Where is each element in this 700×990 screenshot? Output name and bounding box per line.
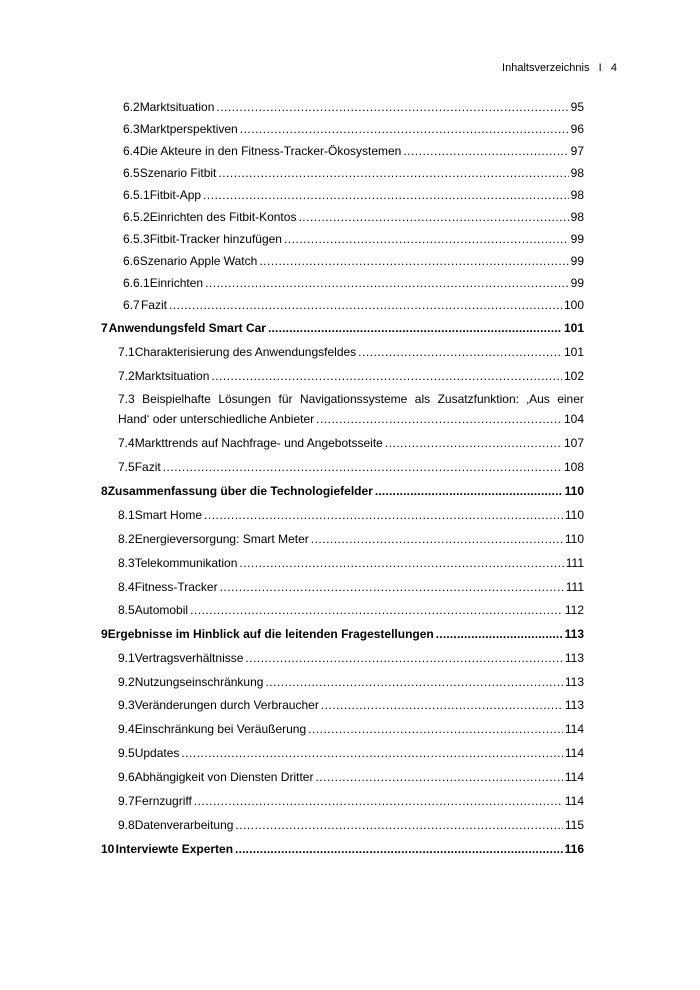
- toc-leader-dots: [315, 769, 562, 785]
- toc-leader-dots: [403, 143, 568, 159]
- toc-entry-page: 108: [563, 460, 584, 474]
- toc-leader-dots: [194, 793, 563, 809]
- toc-entry-title: Nutzungseinschränkung: [134, 675, 264, 689]
- toc-entry-number: 9.5: [118, 746, 135, 760]
- toc-entry-title: Ergebnisse im Hinblick auf die leitenden Fragestellungen: [107, 627, 434, 641]
- toc-entry-page: 99: [570, 276, 584, 290]
- header-separator: I: [598, 62, 602, 74]
- toc-leader-dots: [181, 745, 562, 761]
- toc-leader-dots: [316, 411, 562, 427]
- toc-entry-title: Marktsituation: [139, 100, 215, 114]
- toc-entry-number: 9.3: [118, 698, 135, 712]
- toc-leader-dots: [311, 531, 563, 547]
- toc-entry[interactable]: [118, 555, 584, 571]
- toc-leader-dots: [205, 275, 569, 291]
- toc-entry[interactable]: [123, 253, 584, 269]
- toc-leader-dots: [235, 841, 563, 857]
- toc-entry-number: 6.5.3: [123, 232, 150, 246]
- toc-entry-page: 115: [564, 818, 584, 832]
- toc-entry-number: 6.4: [123, 144, 140, 158]
- toc-entry-title: Markttrends auf Nachfrage- und Angebotsseite: [134, 436, 383, 450]
- toc-entry-number: 9.2: [118, 675, 135, 689]
- toc-entry-page: 110: [564, 484, 584, 498]
- toc-entry-word: Lösungen: [218, 392, 272, 406]
- toc-leader-dots: [235, 817, 562, 833]
- header-page-number: 4: [610, 62, 617, 74]
- toc-leader-dots: [298, 209, 568, 225]
- toc-entry-number: 8.3: [118, 556, 135, 570]
- toc-entry-number: 9.8: [118, 818, 135, 832]
- toc-entry-number: 6.2: [123, 100, 140, 114]
- toc-entry-number: 9.4: [118, 722, 135, 736]
- toc-entry-page: 97: [570, 144, 584, 158]
- toc-entry-title: Einschränkung bei Veräußerung: [134, 722, 307, 736]
- toc-entry-page: 114: [564, 770, 584, 784]
- toc-entry-number: 6.6: [123, 254, 140, 268]
- toc-entry-page: 100: [563, 298, 584, 312]
- toc-entry-title: Marktperspektiven: [139, 122, 238, 136]
- toc-entry-page: 99: [570, 232, 584, 246]
- toc-entry-title: Szenario Fitbit: [139, 166, 217, 180]
- toc-entry[interactable]: [118, 817, 584, 833]
- toc-entry-title: Abhängigkeit von Diensten Dritter: [134, 770, 314, 784]
- toc-entry-number: 9.1: [118, 651, 135, 665]
- header-section-title: Inhaltsverzeichnis: [502, 62, 590, 74]
- toc-entry-title: Fitbit-Tracker hinzufügen: [149, 232, 282, 246]
- toc-entry-page: 104: [563, 412, 584, 426]
- toc-entry-number: 6.5: [123, 166, 140, 180]
- toc-entry[interactable]: [123, 121, 584, 137]
- toc-entry-title: Einrichten des Fitbit-Kontos: [149, 210, 297, 224]
- toc-entry-title: Szenario Apple Watch: [139, 254, 258, 268]
- toc-leader-dots: [211, 368, 562, 384]
- toc-entry-page: 113: [564, 698, 584, 712]
- toc-entry[interactable]: [123, 99, 584, 115]
- toc-leader-dots: [190, 602, 563, 618]
- toc-entry-word: Navigationssysteme: [299, 392, 408, 406]
- toc-entry-page: 101: [563, 345, 584, 359]
- toc-entry-page: 111: [565, 556, 584, 570]
- toc-leader-dots: [239, 555, 563, 571]
- running-header: [502, 62, 617, 74]
- toc-entry-word: ‚Aus: [526, 392, 550, 406]
- toc-entry[interactable]: [118, 745, 584, 761]
- toc-entry-multiline-first[interactable]: [118, 391, 584, 407]
- toc-entry-title: Fitness-Tracker: [134, 580, 218, 594]
- toc-entry-title: Hand‘ oder unterschiedliche Anbieter: [118, 412, 315, 426]
- toc-leader-dots: [216, 99, 568, 115]
- toc-entry-title: Automobil: [134, 603, 189, 617]
- toc-entry-title: Fazit: [134, 460, 161, 474]
- toc-entry-title: Datenverarbeitung: [134, 818, 234, 832]
- toc-entry-title: Marktsituation: [134, 369, 210, 383]
- toc-entry-page: 114: [564, 794, 584, 808]
- toc-entry-word: Zusatzfunktion:: [437, 392, 519, 406]
- toc-entry-page: 95: [570, 100, 584, 114]
- toc-entry-word: für: [278, 392, 293, 406]
- toc-entry[interactable]: [118, 793, 584, 809]
- toc-entry-page: 102: [563, 369, 584, 383]
- toc-entry[interactable]: [123, 231, 584, 247]
- toc-entry-title: Energieversorgung: Smart Meter: [134, 532, 309, 546]
- toc-entry-number: 6.3: [123, 122, 140, 136]
- toc-entry-page: 101: [563, 321, 584, 335]
- toc-entry-title: Veränderungen durch Verbraucher: [134, 698, 319, 712]
- toc-entry-title: Fazit: [140, 298, 167, 312]
- toc-entry-title: Die Akteure in den Fitness-Tracker-Ökosystemen: [139, 144, 402, 158]
- toc-entry[interactable]: [118, 650, 584, 666]
- toc-entry-page: 98: [570, 166, 584, 180]
- toc-leader-dots: [203, 187, 569, 203]
- toc-leader-dots: [204, 507, 563, 523]
- toc-entry[interactable]: [123, 165, 584, 181]
- toc-leader-dots: [245, 650, 562, 666]
- toc-leader-dots: [220, 579, 564, 595]
- toc-entry-number: 6.7: [123, 298, 140, 312]
- toc-entry-page: 110: [564, 532, 584, 546]
- toc-entry-number: 8.4: [118, 580, 135, 594]
- toc-leader-dots: [385, 435, 562, 451]
- toc-entry-number: 7: [101, 321, 108, 335]
- toc-entry-number: 9.6: [118, 770, 135, 784]
- toc-entry-title: Vertragsverhältnisse: [134, 651, 244, 665]
- toc-entry-number: 6.5.2: [123, 210, 150, 224]
- toc-leader-dots: [163, 459, 562, 475]
- toc-chapter-entry[interactable]: [101, 841, 584, 857]
- toc-entry[interactable]: [118, 459, 584, 475]
- toc-entry-title: Fernzugriff: [134, 794, 192, 808]
- toc-leader-dots: [375, 483, 563, 499]
- toc-entry-number: 6.5.1: [123, 188, 150, 202]
- toc-entry-number: 9.7: [118, 794, 135, 808]
- toc-entry-title: Interviewte Experten: [115, 842, 234, 856]
- toc-leader-dots: [321, 697, 563, 713]
- toc-entry-title: Smart Home: [134, 508, 203, 522]
- toc-entry-title: Zusammenfassung über die Technologiefelder: [107, 484, 373, 498]
- toc-entry-title: Einrichten: [149, 276, 204, 290]
- toc-entry[interactable]: [118, 697, 584, 713]
- toc-entry-page: 113: [564, 627, 584, 641]
- toc-entry-page: 112: [564, 603, 584, 617]
- toc-chapter-entry[interactable]: [101, 320, 584, 336]
- toc-entry[interactable]: [123, 275, 584, 291]
- toc-entry-page: 114: [564, 746, 584, 760]
- toc-entry-page: 111: [565, 580, 584, 594]
- toc-entry[interactable]: [123, 297, 584, 313]
- toc-leader-dots: [218, 165, 568, 181]
- toc-entry-number: 8.2: [118, 532, 135, 546]
- toc-entry-page: 114: [564, 722, 584, 736]
- toc-entry[interactable]: [118, 674, 584, 690]
- toc-entry-number: 7.2: [118, 369, 135, 383]
- toc-entry-page: 96: [570, 122, 584, 136]
- toc-entry[interactable]: [118, 721, 584, 737]
- toc-entry[interactable]: [123, 187, 584, 203]
- toc-entry-page: 113: [564, 651, 584, 665]
- toc-entry-page: 113: [564, 675, 584, 689]
- toc-entry-number: 7.4: [118, 436, 135, 450]
- toc-entry-page: 98: [570, 210, 584, 224]
- toc-entry[interactable]: [123, 143, 584, 159]
- toc-entry-page: 107: [563, 436, 584, 450]
- toc-leader-dots: [169, 297, 562, 313]
- toc-entry-word: Beispielhafte: [142, 392, 211, 406]
- toc-leader-dots: [358, 344, 562, 360]
- toc-entry-number: 10: [101, 842, 115, 856]
- toc-entry-page: 116: [564, 842, 584, 856]
- toc-entry[interactable]: [118, 769, 584, 785]
- toc-entry-number: 7.1: [118, 345, 135, 359]
- toc-entry-page: 98: [570, 188, 584, 202]
- toc-entry-title: Fitbit-App: [149, 188, 202, 202]
- toc-chapter-entry[interactable]: [101, 483, 584, 499]
- toc-leader-dots: [259, 253, 568, 269]
- toc-entry-page: 110: [564, 508, 584, 522]
- toc-entry-number: 6.6.1: [123, 276, 150, 290]
- toc-entry[interactable]: [118, 579, 584, 595]
- toc-entry-word: als: [414, 392, 431, 406]
- toc-entry-multiline-second[interactable]: [118, 411, 584, 427]
- toc-entry[interactable]: [118, 531, 584, 547]
- toc-leader-dots: [436, 626, 563, 642]
- toc-leader-dots: [240, 121, 569, 137]
- toc-entry-word: einer: [557, 392, 584, 406]
- toc-entry-number: 7.5: [118, 460, 135, 474]
- toc-entry[interactable]: [118, 435, 584, 451]
- toc-entry-number: 8: [101, 484, 108, 498]
- toc-entry-page: 99: [570, 254, 584, 268]
- toc-entry-number: 8.5: [118, 603, 135, 617]
- toc-entry[interactable]: [118, 507, 584, 523]
- toc-entry-number: 8.1: [118, 508, 135, 522]
- toc-entry[interactable]: [118, 602, 584, 618]
- toc-leader-dots: [308, 721, 563, 737]
- toc-entry-title: Anwendungsfeld Smart Car: [108, 321, 266, 335]
- toc-entry-title: Charakterisierung des Anwendungsfeldes: [134, 345, 357, 359]
- toc-entry-number: 7.3: [118, 392, 135, 406]
- toc-leader-dots: [265, 674, 562, 690]
- toc-chapter-entry[interactable]: [101, 626, 584, 642]
- toc-entry[interactable]: [118, 344, 584, 360]
- toc-entry-number: 9: [101, 627, 108, 641]
- toc-entry-title: Telekommunikation: [134, 556, 238, 570]
- toc-entry-title: Updates: [134, 746, 180, 760]
- toc-leader-dots: [268, 320, 562, 336]
- toc-leader-dots: [284, 231, 569, 247]
- toc-entry[interactable]: [123, 209, 584, 225]
- toc-entry[interactable]: [118, 368, 584, 384]
